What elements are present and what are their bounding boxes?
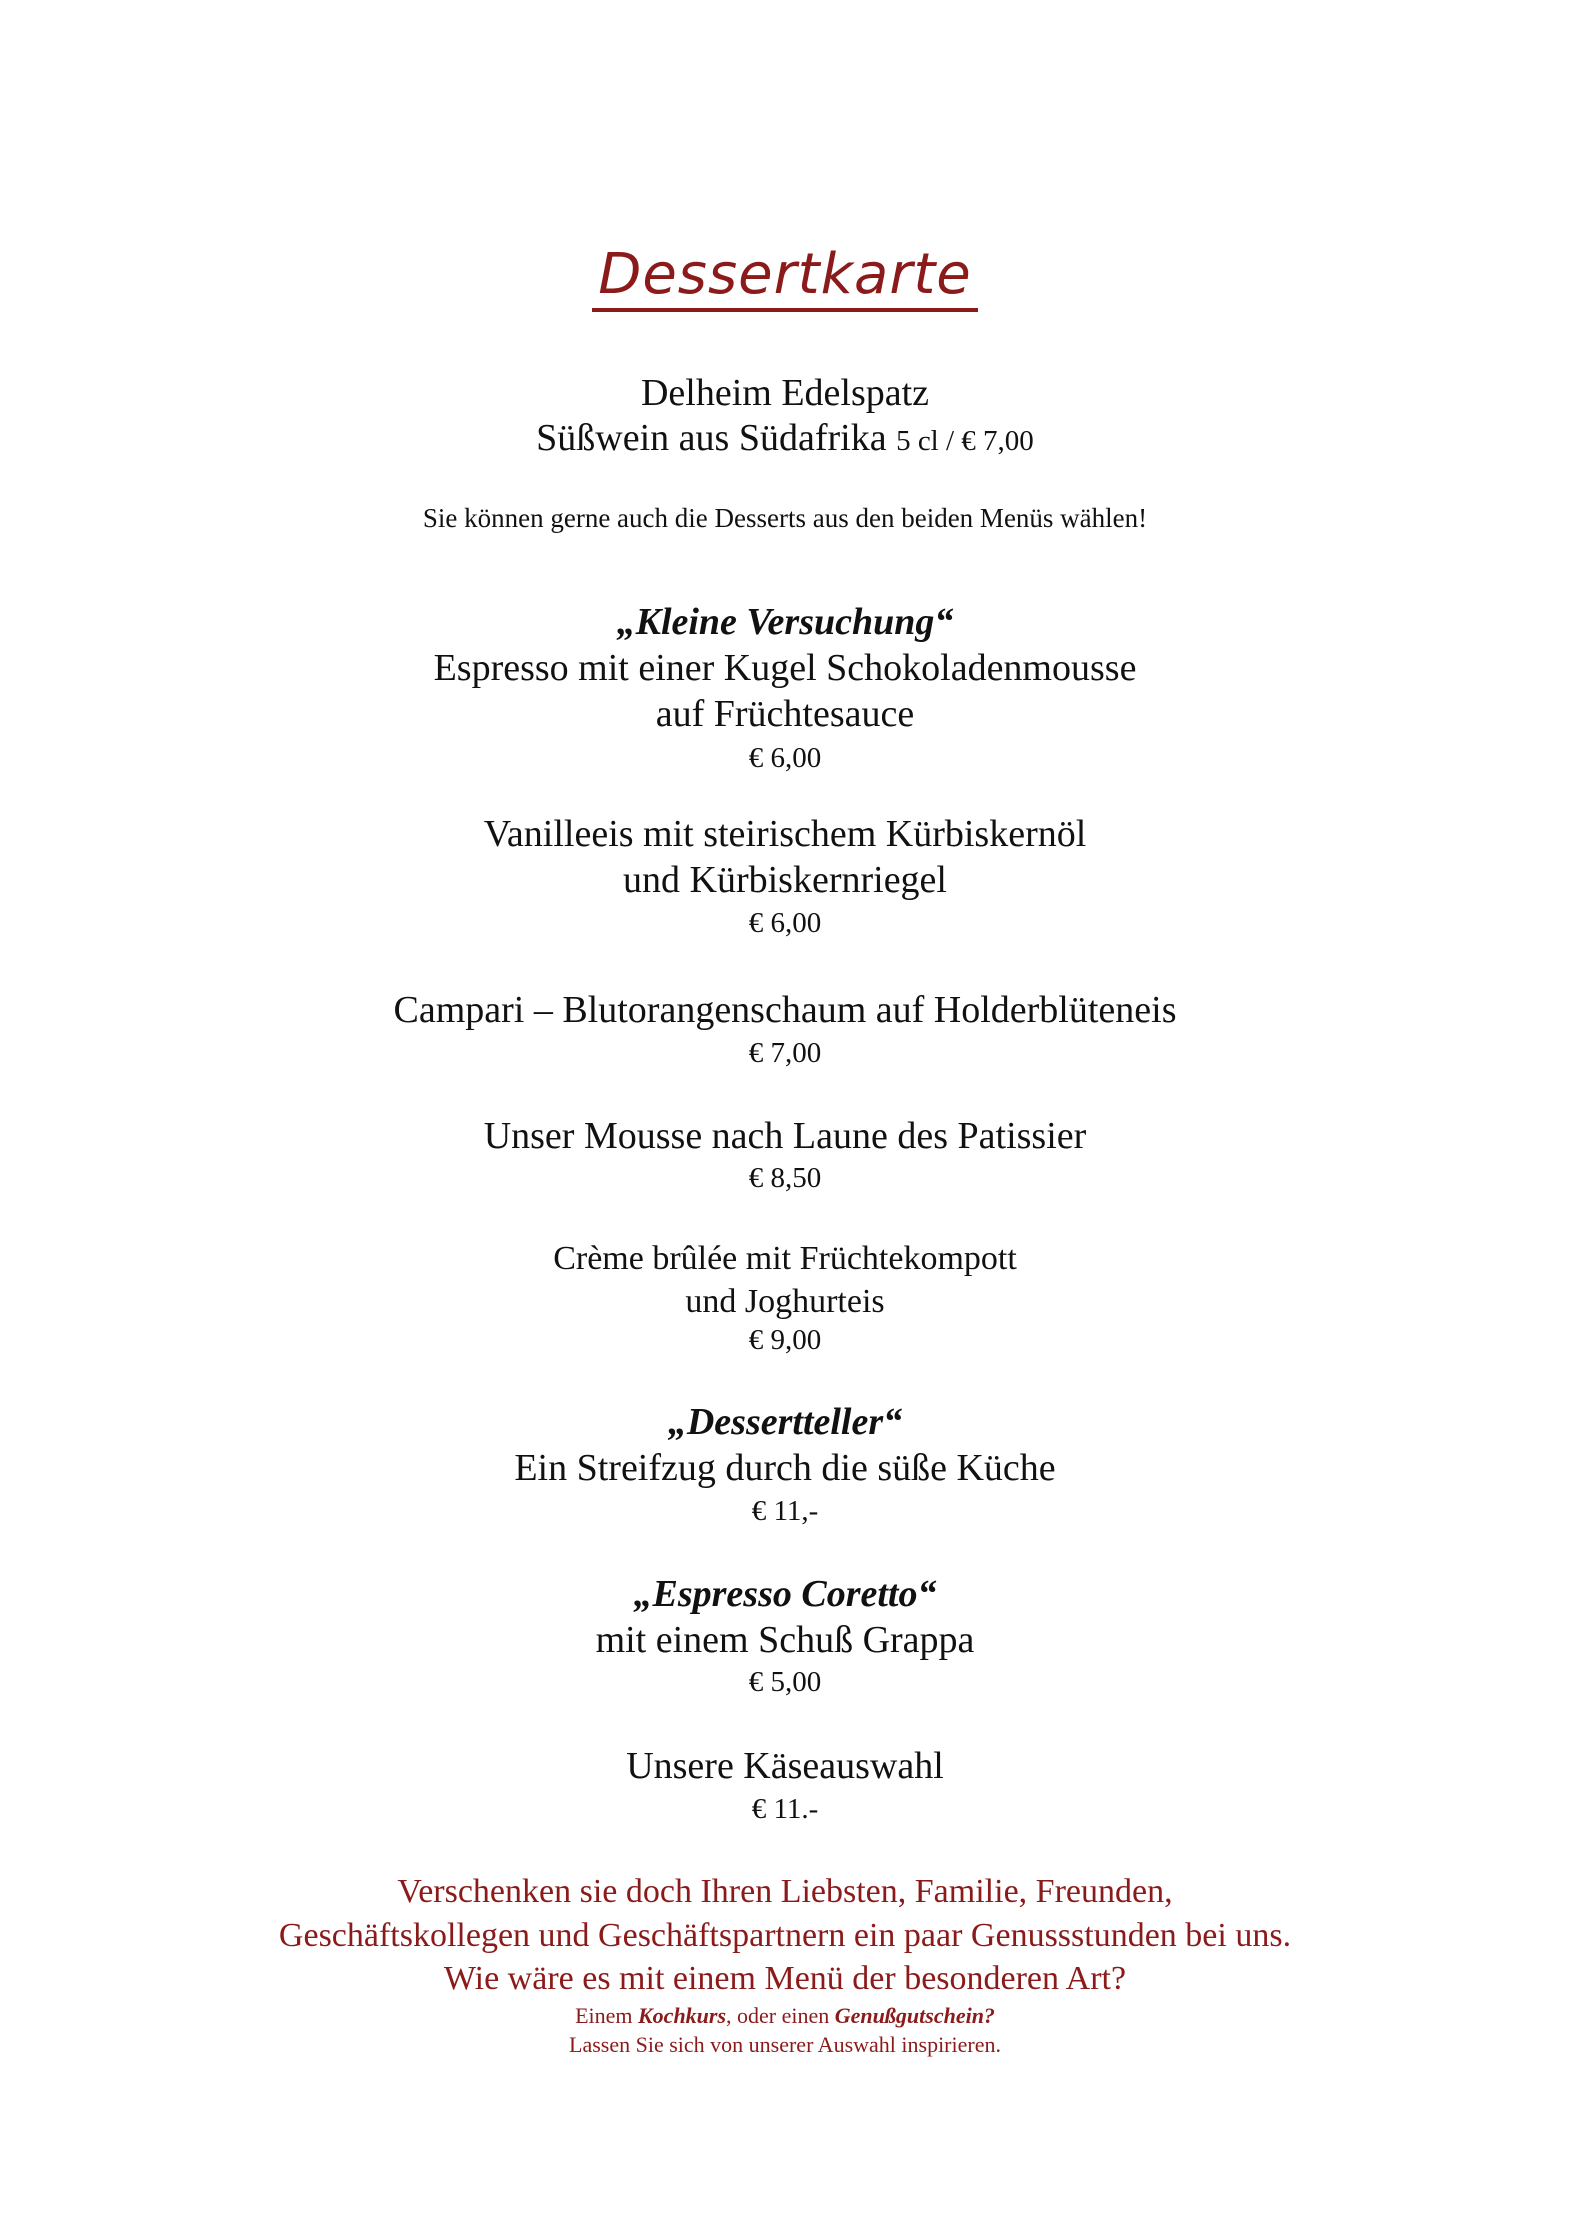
item-description: und Kürbiskernriegel [623,859,947,901]
item-description: Vanilleeis mit steirischem Kürbiskernöl [483,813,1087,855]
item-price: € 11,- [751,1495,819,1527]
item-description: Espresso mit einer Kugel Schokoladenmousse [433,647,1137,689]
item-price: € 6,00 [748,907,822,939]
item-price: € 11.- [751,1793,819,1825]
item-price: € 5,00 [748,1666,822,1698]
promo-line: Wie wäre es mit einem Menü der besonderen Art? [443,1960,1127,1997]
wine-line [0,416,1570,463]
promo-line: Lassen Sie sich von unserer Auswahl inspirieren. [569,2032,1001,2057]
promo-offer-line [0,2003,1570,2029]
item-name: „Espresso Coretto“ [633,1573,937,1615]
item-description: auf Früchtesauce [655,693,915,735]
wine-price: 5 cl / € 7,00 [896,425,1034,457]
item-name: „Kleine Versuchung“ [616,601,954,643]
item-description: und Joghurteis [685,1283,885,1320]
promo-gutschein: Genußgutschein? [834,2003,995,2028]
promo-text: Einem [575,2003,638,2028]
page-title: Dessertkarte [592,244,978,312]
title-container [0,244,1570,312]
item-description: Crème brûlée mit Früchtekompott [553,1240,1017,1277]
promo-text: , oder einen [726,2003,835,2028]
promo-line: Verschenken sie doch Ihren Liebsten, Familie, Freunden, [397,1873,1173,1910]
item-description: Unser Mousse nach Laune des Patissier [483,1115,1087,1157]
promo-line: Geschäftskollegen und Geschäftspartnern ein paar Genussstunden bei uns. [278,1917,1292,1954]
item-price: € 6,00 [748,742,822,774]
promo-kochkurs: Kochkurs [638,2003,727,2028]
wine-name: Delheim Edelspatz [640,372,930,414]
item-price: € 7,00 [748,1037,822,1069]
item-price: € 8,50 [748,1162,822,1194]
menu-note: Sie können gerne auch die Desserts aus den beiden Menüs wählen! [422,503,1148,533]
item-description: Campari – Blutorangenschaum auf Holderblüteneis [393,989,1177,1031]
item-description: Ein Streifzug durch die süße Küche [514,1447,1056,1489]
item-price: € 9,00 [748,1324,822,1356]
wine-description: Süßwein aus Südafrika [536,417,887,459]
item-name: „Dessertteller“ [667,1401,903,1443]
item-description: mit einem Schuß Grappa [595,1619,975,1661]
item-description: Unsere Käseauswahl [626,1745,944,1787]
